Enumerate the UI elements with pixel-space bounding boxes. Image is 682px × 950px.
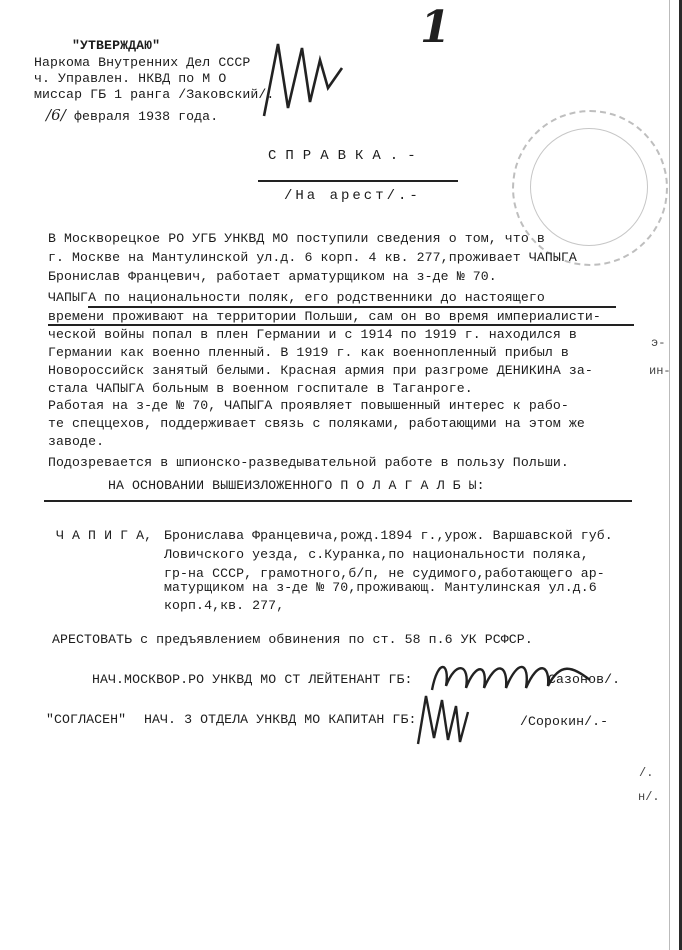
margin-note: н/.	[638, 790, 660, 804]
body-line: стала ЧАПЫГА больным в военном госпитале в Таганроге.	[48, 381, 473, 396]
approval-signature	[258, 38, 346, 124]
margin-note: э-	[651, 336, 666, 350]
body-line: времени проживают на территории Польши, сам он во время империалисти-	[48, 309, 601, 324]
approval-line-2: Наркома Внутренних Дел СССР	[34, 55, 251, 70]
separator-rule	[44, 500, 632, 502]
body-line: Германии как военно пленный. В 1919 г. как военнопленный прибыл в	[48, 345, 569, 360]
body-line: Бронислав Францевич, работает арматурщиком на з-де № 70.	[48, 269, 497, 284]
page-number: 1	[420, 2, 451, 53]
subject-line: гр-на СССР, грамотного,б/п, не судимого,работающего ар-	[164, 566, 605, 581]
arrest-order: АРЕСТОВАТЬ с предъявлением обвинения по ст. 58 п.6 УК РСФСР.	[52, 632, 533, 647]
body-line: Подозревается в шпионско-разведывательной работе в пользу Польши.	[48, 455, 569, 470]
body-line: заводе.	[48, 434, 105, 449]
page-edge-line	[669, 0, 670, 950]
margin-note: /.	[639, 766, 654, 780]
grounds-line: НА ОСНОВАНИИ ВЫШЕИЗЛОЖЕННОГО П О Л А Г А Л Б Ы:	[108, 478, 485, 493]
subject-line: Ловичского уезда, с.Куранка,по национальности поляка,	[164, 547, 589, 562]
approval-day: /6/	[46, 106, 66, 124]
agreement-mark: "СОГЛАСЕН"	[46, 712, 127, 727]
approval-line-4: миссар ГБ 1 ранга /Заковский/.	[34, 87, 275, 102]
document-title: СПРАВКА.-	[268, 148, 425, 164]
approval-heading: "УТВЕРЖДАЮ"	[72, 38, 161, 53]
body-line: Работая на з-де № 70, ЧАПЫГА проявляет повышенный интерес к рабо-	[48, 398, 569, 413]
body-line: В Москворецкое РО УГБ УНКВД МО поступили сведения о том, что в	[48, 231, 545, 246]
text-underline	[88, 306, 616, 308]
signature-title-1: НАЧ.МОСКВОР.РО УНКВД МО СТ ЛЕЙТЕНАНТ ГБ:	[92, 672, 413, 687]
body-line: г. Москве на Мантулинской ул.д. 6 корп. 4 кв. 277,проживает ЧАПЫГА	[48, 250, 577, 265]
margin-note: ин-	[649, 364, 671, 378]
signature-title-2: НАЧ. 3 ОТДЕЛА УНКВД МО КАПИТАН ГБ:	[144, 712, 417, 727]
subject-line: Брониславa Францевича,рожд.1894 г.,урож. Варшавской губ.	[164, 528, 613, 543]
subject-line: корп.4,кв. 277,	[164, 598, 285, 613]
body-line: Новороссийск занятый белыми. Красная армия при разгроме ДЕНИКИНА за-	[48, 363, 593, 378]
approval-month-year: февраля 1938 года.	[65, 109, 219, 124]
signature-name-2: /Сорокин/.-	[520, 714, 609, 729]
text-underline	[48, 324, 634, 326]
title-underline	[258, 180, 458, 182]
body-line: ческой войны попал в плен Германии и с 1914 по 1919 г. находился в	[48, 327, 577, 342]
subject-line: матурщиком на з-де № 70,проживающ. Мантулинская ул.д.6	[164, 580, 597, 595]
subject-name: Ч А П И Г А,	[56, 528, 153, 543]
body-line: ЧАПЫГА по национальности поляк, его родственники до настоящего	[48, 290, 545, 305]
approval-date	[46, 106, 218, 124]
approval-line-3: ч. Управлен. НКВД по М О	[34, 71, 227, 86]
body-line: те спеццехов, поддерживает связь с поляками, работающими на этом же	[48, 416, 585, 431]
signature-name-1: Сазонов/.	[548, 672, 621, 687]
document-subtitle: /На арест/.-	[284, 188, 421, 204]
signature-2	[412, 690, 474, 752]
